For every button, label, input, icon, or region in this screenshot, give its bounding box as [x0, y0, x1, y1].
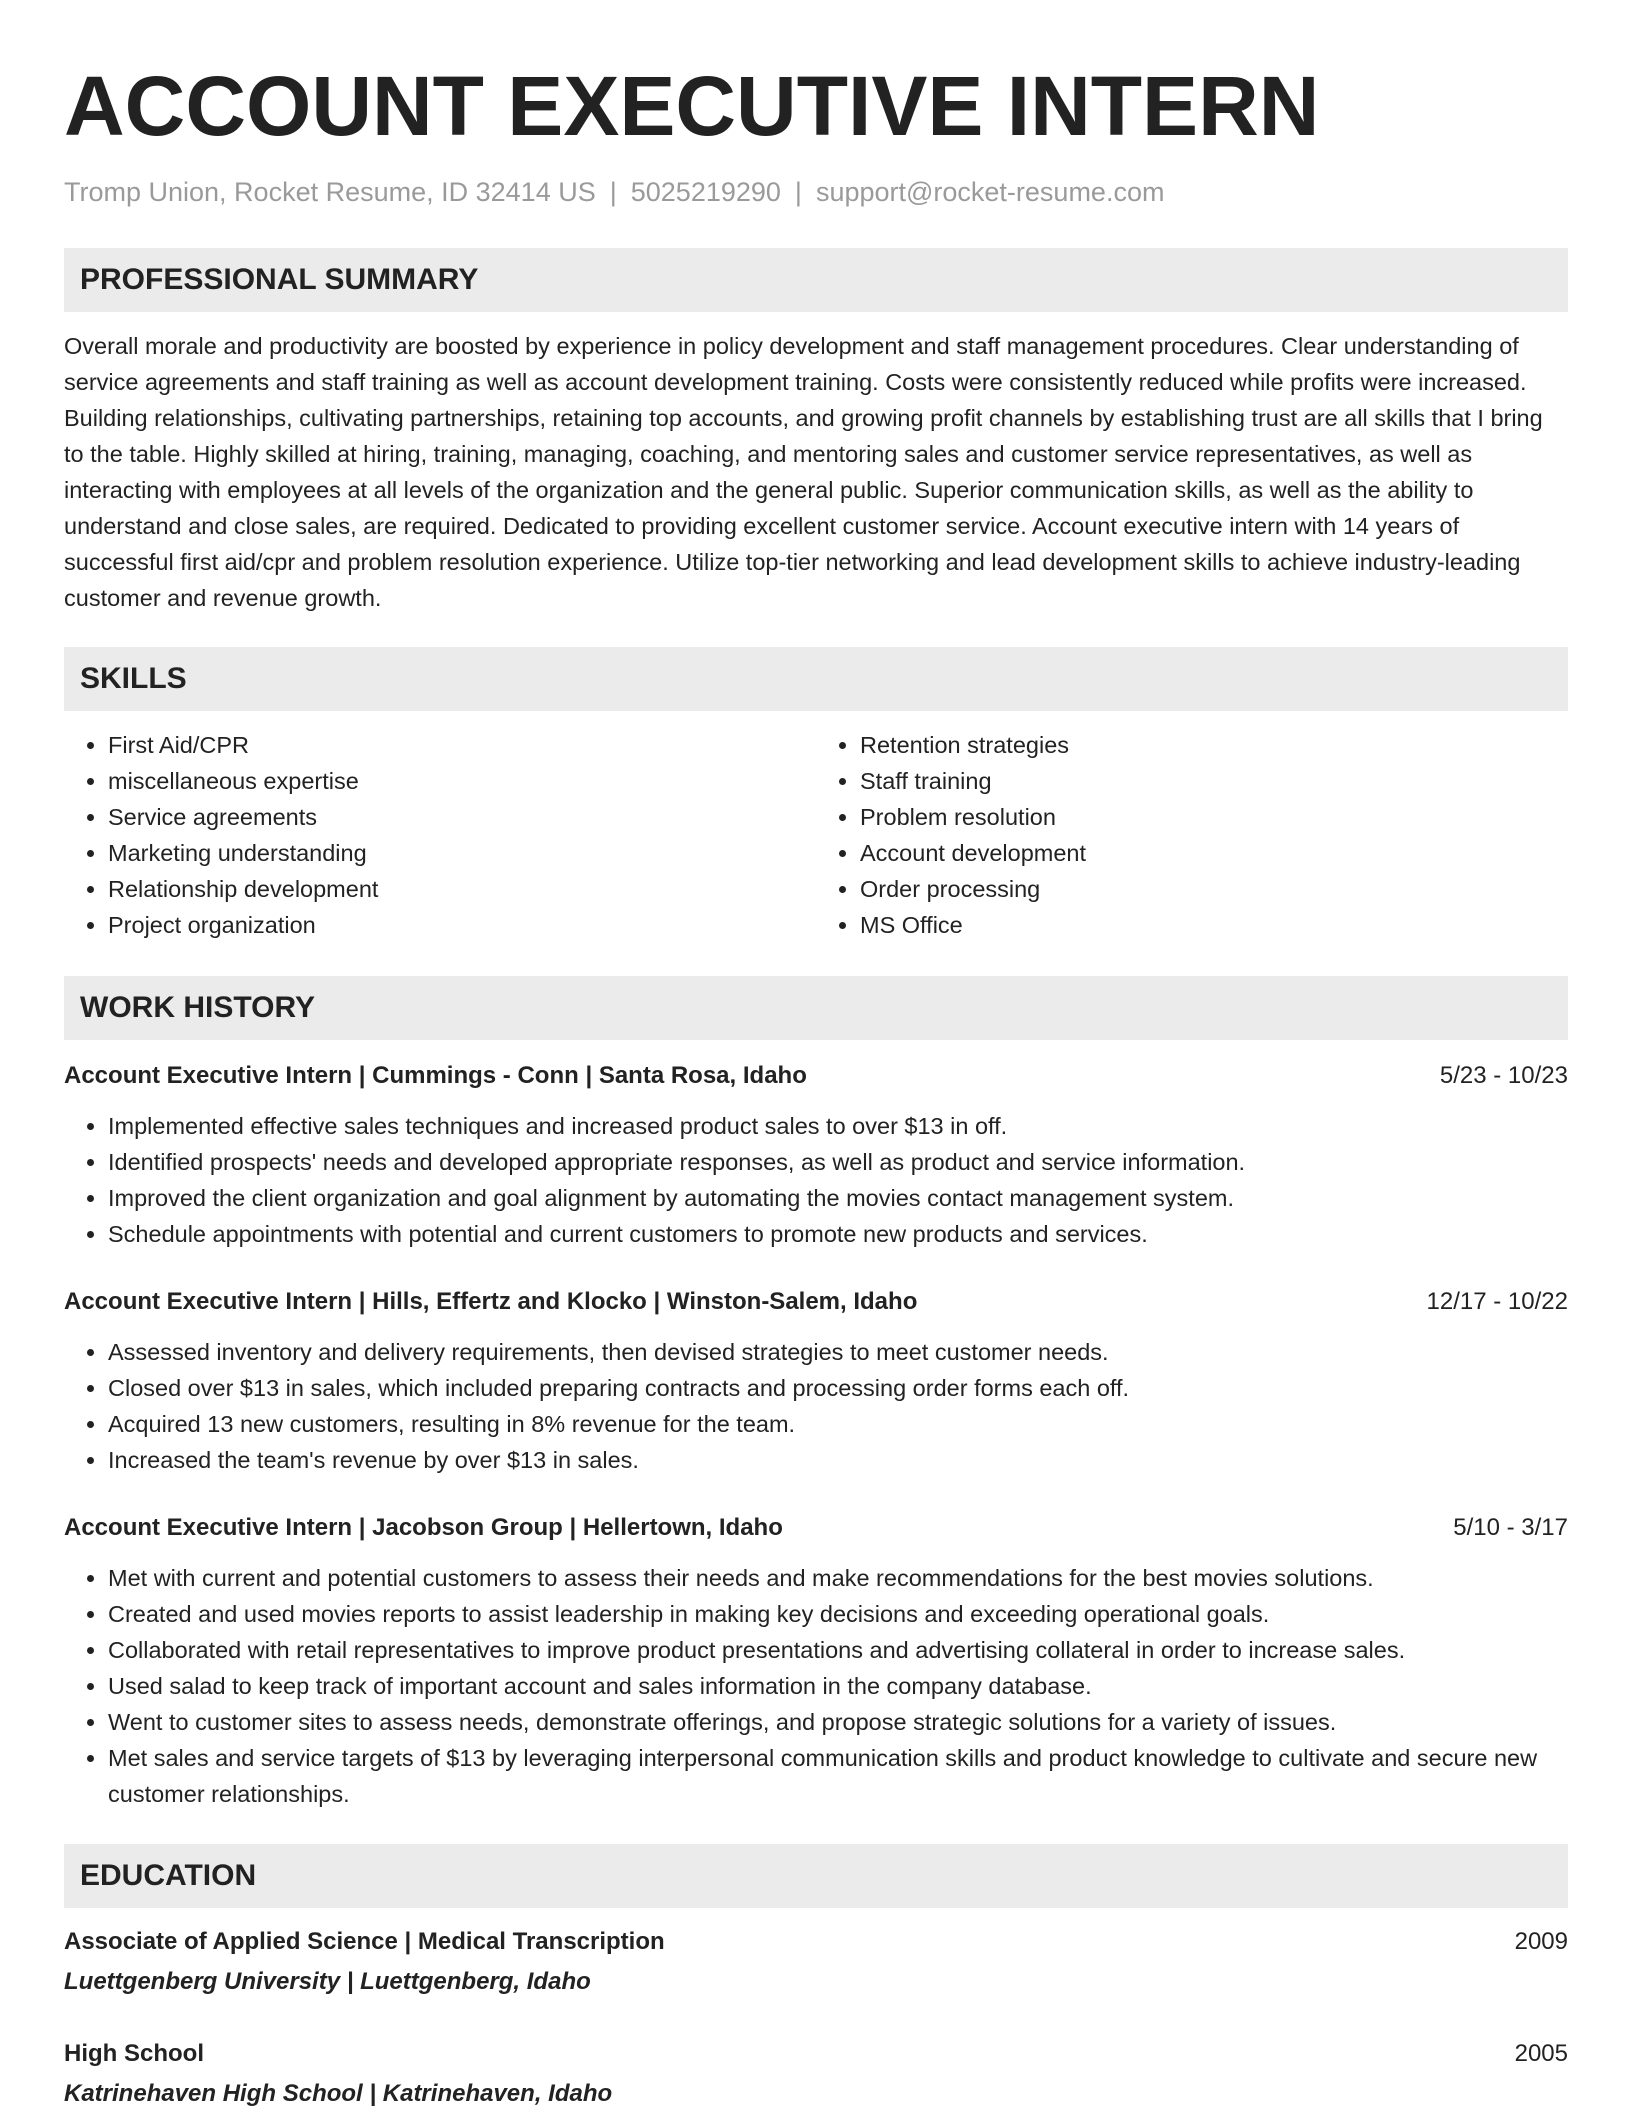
job-bullet: • Collaborated with retail representatives to improve product presentations and advertising collateral in order to increase sales.	[108, 1632, 1568, 1668]
skill-item: • First Aid/CPR	[108, 727, 816, 763]
job-bullet: • Identified prospects' needs and developed appropriate responses, as well as product and service information.	[108, 1144, 1568, 1180]
contact-phone: 5025219290	[630, 177, 781, 207]
skill-item: • MS Office	[860, 907, 1568, 943]
job-header	[64, 1058, 1568, 1094]
job-bullet: • Assessed inventory and delivery requirements, then devised strategies to meet customer needs.	[108, 1334, 1568, 1370]
summary-text: Overall morale and productivity are boosted by experience in policy development and staff management procedures. Clear understanding of service agreements and staff training as well as account development training. Costs were consistently reduced while profits were increased. Building relationships, cultivating partnerships, retaining top accounts, and growing profit channels by establishing trust are all skills that I bring to the table. Highly skilled at hiring, training, managing, coaching, and mentoring sales and customer service representatives, as well as interacting with employees at all levels of the organization and the general public. Superior communication skills, as well as the ability to understand and close sales, are required. Dedicated to providing excellent customer service. Account executive intern with 14 years of successful first aid/cpr and problem resolution experience. Utilize top-tier networking and lead development skills to achieve industry-leading customer and revenue growth.	[64, 333, 1543, 611]
job-bullet: • Went to customer sites to assess needs, demonstrate offerings, and propose strategic solutions for a variety of issues.	[108, 1704, 1568, 1740]
work-history-heading: WORK HISTORY	[64, 976, 1568, 1040]
skill-item: • Service agreements	[108, 799, 816, 835]
job-dates: 5/10 - 3/17	[1453, 1514, 1568, 1541]
education-year: 2005	[1514, 2040, 1568, 2067]
skills-column-right	[816, 727, 1568, 943]
contact-address: Tromp Union, Rocket Resume, ID 32414 US	[64, 177, 596, 207]
job-entry	[64, 1058, 1568, 1252]
job-dates: 12/17 - 10/22	[1426, 1288, 1568, 1315]
education-heading: EDUCATION	[64, 1844, 1568, 1908]
skill-item: • Project organization	[108, 907, 816, 943]
job-bullets	[64, 1334, 1568, 1478]
job-bullet: • Created and used movies reports to assist leadership in making key decisions and exceeding operational goals.	[108, 1596, 1568, 1632]
skill-item: • miscellaneous expertise	[108, 763, 816, 799]
skills-column-left	[64, 727, 816, 943]
resume-title: ACCOUNT EXECUTIVE INTERN	[64, 59, 1320, 153]
job-entry	[64, 1510, 1568, 1812]
job-title: Account Executive Intern | Hills, Effertz and Klocko | Winston-Salem, Idaho	[64, 1288, 918, 1315]
education-entry	[64, 2036, 1568, 2112]
job-bullet: • Closed over $13 in sales, which included preparing contracts and processing order forms each off.	[108, 1370, 1568, 1406]
job-header	[64, 1284, 1568, 1320]
job-title: Account Executive Intern | Cummings - Conn | Santa Rosa, Idaho	[64, 1062, 807, 1089]
education-degree: Associate of Applied Science | Medical Transcription	[64, 1928, 665, 1955]
skills-list	[64, 727, 1568, 943]
skill-item: • Problem resolution	[860, 799, 1568, 835]
education-school: Katrinehaven High School | Katrinehaven, Idaho	[64, 2080, 613, 2107]
education-year: 2009	[1514, 1928, 1568, 1955]
job-bullet: • Schedule appointments with potential and current customers to promote new products and services.	[108, 1216, 1568, 1252]
skill-item: • Relationship development	[108, 871, 816, 907]
summary-heading: PROFESSIONAL SUMMARY	[64, 248, 1568, 312]
job-bullet: • Used salad to keep track of important account and sales information in the company database.	[108, 1668, 1568, 1704]
education-degree: High School	[64, 2040, 204, 2067]
skills-heading: SKILLS	[64, 647, 1568, 711]
job-bullets	[64, 1560, 1568, 1812]
job-header	[64, 1510, 1568, 1546]
job-bullet: • Acquired 13 new customers, resulting in 8% revenue for the team.	[108, 1406, 1568, 1442]
contact-line	[64, 174, 1568, 210]
education-entry	[64, 1924, 1568, 2000]
job-bullets	[64, 1108, 1568, 1252]
education-school: Luettgenberg University | Luettgenberg, Idaho	[64, 1968, 591, 1995]
job-bullet: • Implemented effective sales techniques and increased product sales to over $13 in off.	[108, 1108, 1568, 1144]
skill-item: • Staff training	[860, 763, 1568, 799]
job-bullet: • Increased the team's revenue by over $13 in sales.	[108, 1442, 1568, 1478]
contact-email[interactable]: support@rocket-resume.com	[815, 177, 1165, 207]
skill-item: • Order processing	[860, 871, 1568, 907]
education-header	[64, 2036, 1568, 2072]
job-dates: 5/23 - 10/23	[1439, 1062, 1568, 1089]
skill-item: • Account development	[860, 835, 1568, 871]
skill-item: • Retention strategies	[860, 727, 1568, 763]
job-bullet: • Met with current and potential customers to assess their needs and make recommendations for the best movies solutions.	[108, 1560, 1568, 1596]
contact-separator: |	[609, 177, 617, 207]
contact-separator: |	[794, 177, 802, 207]
job-bullet: • Met sales and service targets of $13 by leveraging interpersonal communication skills and product knowledge to cultivate and secure new customer relationships.	[108, 1740, 1568, 1812]
job-title: Account Executive Intern | Jacobson Group | Hellertown, Idaho	[64, 1514, 783, 1541]
skill-item: • Marketing understanding	[108, 835, 816, 871]
job-bullet: • Improved the client organization and goal alignment by automating the movies contact management system.	[108, 1180, 1568, 1216]
job-entry	[64, 1284, 1568, 1478]
education-header	[64, 1924, 1568, 1960]
